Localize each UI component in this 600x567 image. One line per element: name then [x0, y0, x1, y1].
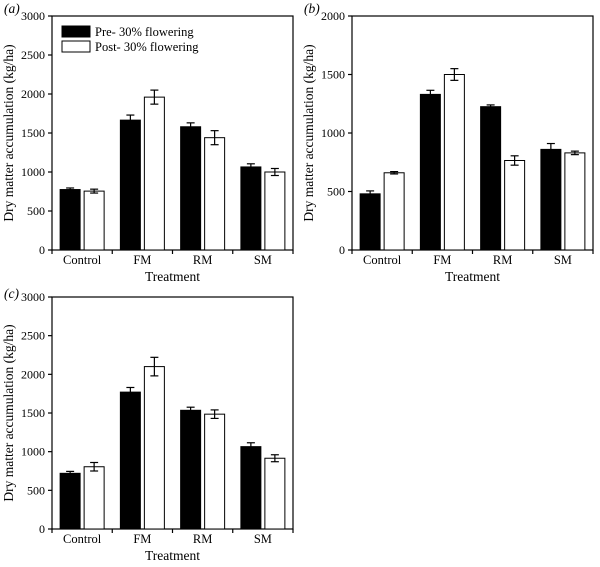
x-category-label-fm: FM	[133, 253, 152, 267]
chart-panel-b	[300, 0, 600, 285]
x-category-label-fm: FM	[433, 253, 452, 267]
y-axis-tick-label: 1000	[321, 126, 345, 140]
x-category-label-control: Control	[63, 253, 102, 267]
chart-panel-a	[0, 0, 300, 285]
y-axis-tick-label: 3000	[21, 290, 45, 304]
bar-post-control	[84, 467, 104, 529]
y-axis-tick-label: 1000	[21, 165, 45, 179]
panel-letter-label: (c)	[4, 286, 19, 301]
bar-pre-control	[60, 190, 80, 250]
bar-post-control	[84, 191, 104, 250]
legend-label-pre: Pre- 30% flowering	[95, 25, 194, 39]
bar-pre-control	[360, 194, 380, 250]
x-category-label-rm: RM	[192, 253, 213, 267]
bar-post-rm	[505, 160, 525, 250]
y-axis-tick-label: 2000	[321, 9, 345, 23]
bar-pre-fm	[120, 392, 140, 529]
y-axis-tick-label: 1500	[21, 406, 45, 420]
bar-pre-rm	[481, 107, 501, 250]
x-axis-title: Treatment	[445, 269, 500, 284]
legend-label-post: Post- 30% flowering	[95, 40, 199, 54]
y-axis-tick-label: 2500	[21, 328, 45, 343]
bar-post-fm	[444, 75, 464, 251]
y-axis-tick-label: 1500	[21, 126, 45, 140]
bar-pre-fm	[420, 94, 440, 250]
x-category-label-sm: SM	[553, 253, 572, 267]
y-axis-tick-label: 1000	[21, 444, 45, 459]
y-axis-tick-label: 1500	[321, 67, 345, 82]
bar-pre-sm	[241, 167, 261, 250]
bar-post-rm	[205, 414, 225, 529]
bar-pre-fm	[120, 120, 140, 250]
bar-post-sm	[265, 172, 285, 250]
y-axis-tick-label: 500	[327, 184, 345, 199]
y-axis-tick-label: 0	[39, 243, 45, 257]
y-axis-tick-label: 2000	[21, 87, 45, 101]
panel-letter-label: (b)	[304, 1, 320, 16]
legend-swatch-pre	[62, 26, 90, 37]
x-category-label-fm: FM	[133, 532, 152, 546]
y-axis-tick-label: 2000	[21, 367, 45, 382]
x-category-label-control: Control	[363, 253, 402, 267]
bar-post-fm	[144, 97, 164, 250]
bar-post-rm	[205, 138, 225, 250]
x-category-label-sm: SM	[253, 253, 272, 267]
x-category-label-control: Control	[63, 532, 102, 546]
bar-post-control	[384, 173, 404, 250]
y-axis-tick-label: 0	[39, 522, 45, 536]
x-category-label-rm: RM	[492, 253, 513, 267]
chart-panel-c	[0, 285, 300, 567]
y-axis-title: Dry matter accumulation (kg/ha)	[301, 44, 316, 222]
x-category-label-rm: RM	[192, 532, 213, 546]
x-category-label-sm: SM	[253, 532, 272, 546]
bar-post-sm	[565, 153, 585, 250]
bar-pre-rm	[181, 410, 201, 529]
bar-post-fm	[144, 367, 164, 529]
y-axis-tick-label: 500	[27, 204, 45, 218]
y-axis-tick-label: 2500	[21, 48, 45, 62]
bar-pre-rm	[181, 127, 201, 250]
y-axis-tick-label: 0	[339, 243, 345, 257]
y-axis-title: Dry matter accumulation (kg/ha)	[1, 324, 16, 502]
y-axis-title: Dry matter accumulation (kg/ha)	[1, 44, 16, 222]
bar-pre-sm	[541, 149, 561, 250]
bar-pre-sm	[241, 447, 261, 529]
x-axis-title: Treatment	[145, 548, 200, 563]
x-axis-title: Treatment	[145, 269, 200, 284]
legend-swatch-post	[62, 41, 90, 52]
panel-letter-label: (a)	[4, 1, 20, 16]
y-axis-tick-label: 3000	[21, 9, 45, 23]
y-axis-tick-label: 500	[27, 483, 45, 498]
bar-pre-control	[60, 473, 80, 529]
bar-post-sm	[265, 458, 285, 529]
